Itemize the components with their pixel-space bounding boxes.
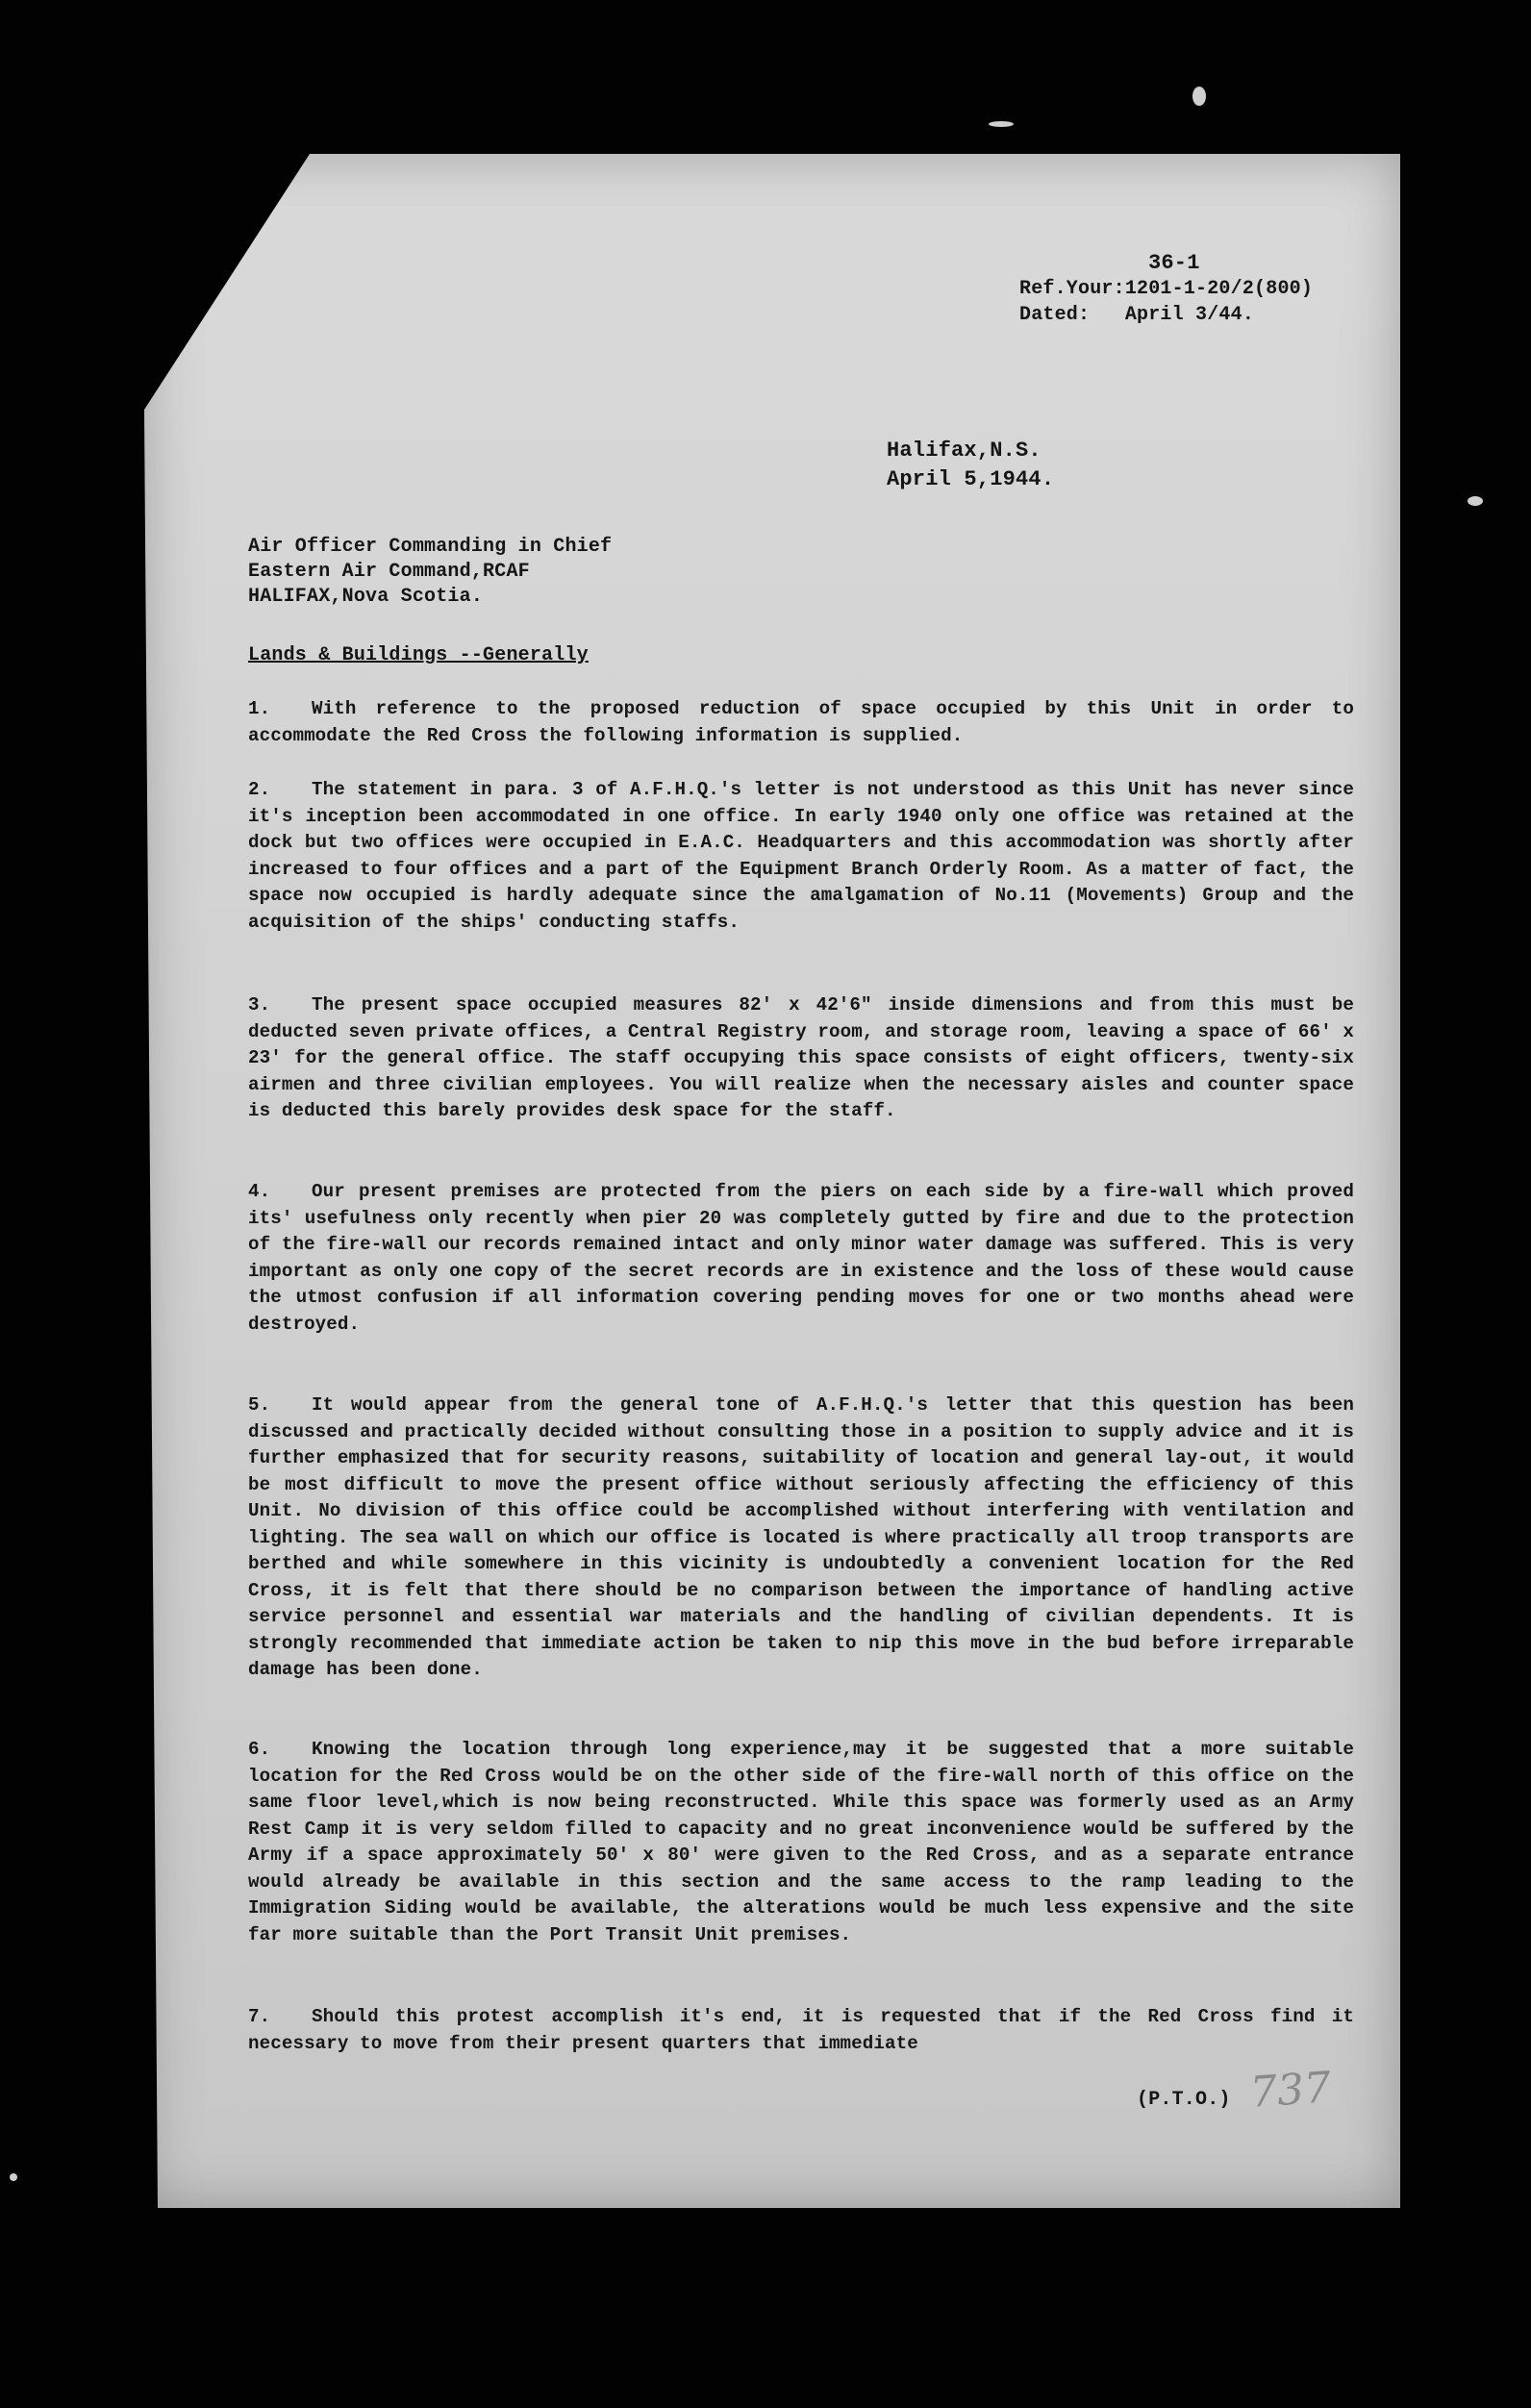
paragraph bbox=[248, 2004, 1354, 2057]
dust-speck bbox=[989, 121, 1014, 127]
paragraph bbox=[248, 777, 1354, 936]
paragraph-number: 7. bbox=[248, 2006, 271, 2027]
paragraph-text: The statement in para. 3 of A.F.H.Q.'s letter is not understood as this Unit has never since it's inception been accommodated in one office. In early 1940 only one office was retained at the dock but two offices were occupied in E.A.C. Headquarters and this accommodation was shortly after increased to four offices and a part of the Equipment Branch Orderly Room. As a matter of fact, the space now occupied is hardly adequate since the amalgamation of No.11 (Movements) Group and the acquisition of the ships' conducting staffs. bbox=[248, 779, 1354, 933]
paragraph-number: 2. bbox=[248, 779, 271, 800]
paragraph-number: 1. bbox=[248, 698, 271, 719]
addressee-line: Air Officer Commanding in Chief bbox=[248, 536, 613, 558]
addressee-block bbox=[248, 535, 612, 610]
paragraph bbox=[248, 992, 1354, 1125]
paragraph bbox=[248, 1737, 1354, 1948]
reference-block bbox=[1019, 250, 1313, 328]
paragraph-number: 5. bbox=[248, 1394, 271, 1416]
paragraph-number: 3. bbox=[248, 994, 271, 1016]
addressee-line: HALIFAX,Nova Scotia. bbox=[248, 586, 484, 608]
paragraph bbox=[248, 1392, 1354, 1684]
handwritten-page-number: 737 bbox=[1248, 2063, 1333, 2118]
place: Halifax,N.S. bbox=[887, 439, 1042, 463]
dust-speck bbox=[10, 2173, 17, 2181]
please-turn-over: (P.T.O.) bbox=[1137, 2089, 1231, 2111]
paragraph bbox=[248, 696, 1354, 749]
paragraph-number: 6. bbox=[248, 1739, 271, 1760]
dust-speck bbox=[1192, 87, 1206, 106]
reference-date: Dated: April 3/44. bbox=[1019, 304, 1255, 326]
dust-speck bbox=[1468, 496, 1483, 506]
paragraph-text: The present space occupied measures 82' x 42'6" inside dimensions and from this must be deducted seven private offices, a Central Registry room, and storage room, leaving a space of 66' x 23' for the general office. The staff occupying this space consists of eight officers, twenty-six airmen and three civilian employees. You will realize when the necessary aisles and counter space is deducted this barely provides desk space for the staff. bbox=[248, 994, 1354, 1121]
paragraph-number: 4. bbox=[248, 1181, 271, 1202]
paragraph-text: With reference to the proposed reduction of space occupied by this Unit in order to accommodate the Red Cross the following information is supplied. bbox=[248, 698, 1354, 746]
paragraph-text: Should this protest accomplish it's end, it is requested that if the Red Cross find it necessary to move from their present quarters that immediate bbox=[248, 2006, 1354, 2054]
file-number: 36-1 bbox=[1148, 251, 1200, 275]
paragraph-text: Our present premises are protected from the piers on each side by a fire-wall which proved its' usefulness only recently when pier 20 was completely gutted by fire and due to the protection of the fire-wall our records remained intact and only minor water damage was suffered. This is very important as only one copy of the secret records are in existence and the loss of these would cause the utmost confusion if all information covering pending moves for one or two months ahead were destroyed. bbox=[248, 1181, 1354, 1335]
place-date-block bbox=[887, 437, 1054, 494]
paragraph bbox=[248, 1179, 1354, 1338]
paragraph-text: Knowing the location through long experience,may it be suggested that a more suitable location for the Red Cross would be on the other side of the fire-wall north of this office on the same floor level,which is now being reconstructed. While this space was formerly used as an Army Rest Camp it is very seldom filled to capacity and no great inconvenience would be suffered by the Army if a space approximately 50' x 80' were given to the Red Cross, and as a separate entrance would already be available in this section and the same access to the ramp leading to the Immigration Siding would be available, the alterations would be much less expensive and the site far more suitable than the Port Transit Unit premises. bbox=[248, 1739, 1354, 1945]
letter-date: April 5,1944. bbox=[887, 467, 1055, 491]
addressee-line: Eastern Air Command,RCAF bbox=[248, 561, 530, 583]
subject-line: Lands & Buildings --Generally bbox=[248, 644, 589, 666]
your-reference: Ref.Your:1201-1-20/2(800) bbox=[1019, 278, 1314, 300]
paragraph-text: It would appear from the general tone of A.F.H.Q.'s letter that this question has been discussed and practically decided without consulting those in a position to supply advice and it is further emphasized that for security reasons, suitability of location and general lay-out, it would be most difficult to move the present office without seriously affecting the efficiency of this Unit. No division of this office could be accomplished without interfering with ventilation and lighting. The sea wall on which our office is located is where practically all troop transports are berthed and while somewhere in this vicinity is undoubtedly a convenient location for the Red Cross, it is felt that there should be no comparison between the importance of handling active service personnel and essential war materials and the handling of civilian dependents. It is strongly recommended that immediate action be taken to nip this move in the bud before irreparable damage has been done. bbox=[248, 1394, 1354, 1680]
